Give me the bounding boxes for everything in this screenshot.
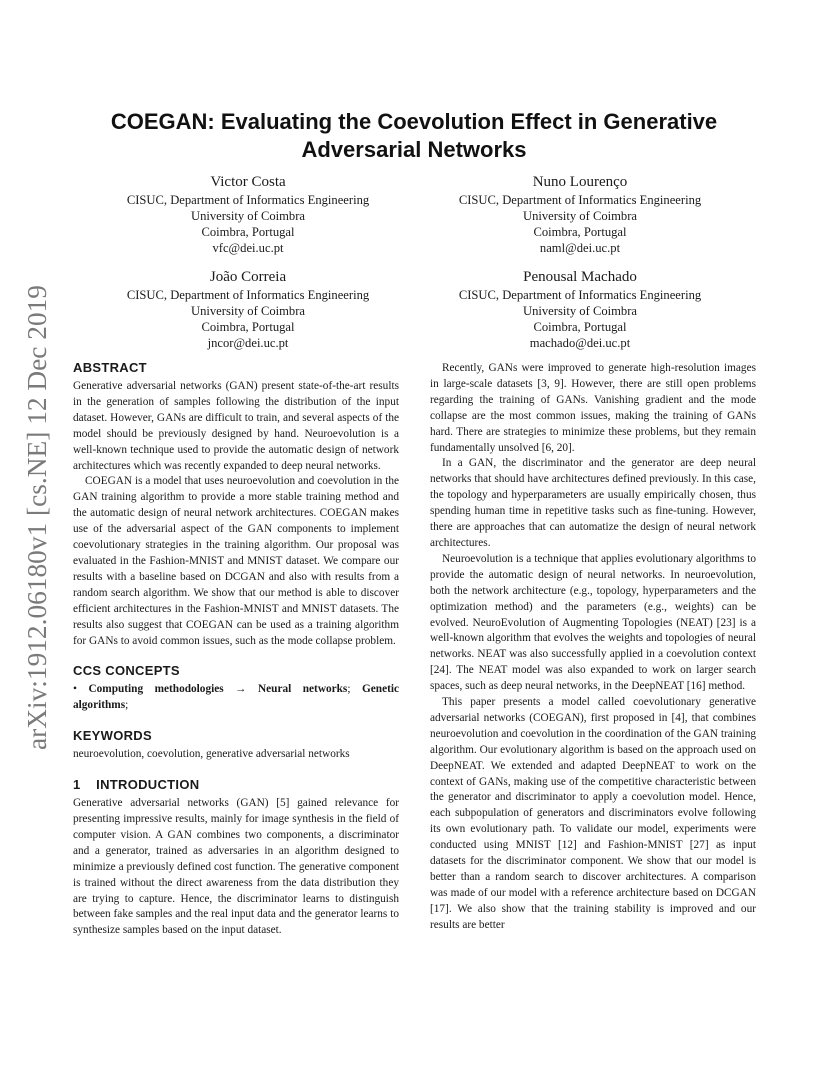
author-university: University of Coimbra	[522, 209, 638, 223]
author-block	[98, 173, 398, 256]
author-block	[98, 268, 398, 351]
author-email: vfc@dei.uc.pt	[212, 241, 284, 255]
author-affiliation: CISUC, Department of Informatics Engineering	[126, 193, 370, 207]
author-name: Victor Costa	[210, 174, 286, 190]
abstract-paragraph: COEGAN is a model that uses neuroevolution and coevolution in the GAN training algorithm to provide a more stable training method and the automatic design of neural network architectures. COEGAN makes use of the adversarial aspect of the GAN components to implement coevolutionary strategies in the training algorithm. Our proposal was evaluated in the Fashion-MNIST and MNIST dataset. We compare our results with a baseline based on DCGAN and also with results from a random search algorithm. We show that our method is able to discover efficient architectures in the Fashion-MNIST and MNIST datasets. The results also suggest that COEGAN can be used as a training algorithm for GANs to avoid common issues, such as the mode collapse problem.	[73, 475, 399, 647]
author-location: Coimbra, Portugal	[201, 320, 295, 334]
author-location: Coimbra, Portugal	[201, 225, 295, 239]
introduction-paragraph: Generative adversarial networks (GAN) [5] gained relevance for presenting impressive results, mainly for image synthesis in the field of computer vision. A GAN combines two components, a discriminator and a generator, trained as adversaries in an algorithm designed to minimize a previously defined cost function. The generative component is trained without the direct awareness from the data distribution they are trying to capture. Hence, the discriminator learns to distinguish between fake samples and the real input data and the generator learns to synthesize samples based on the input dataset.	[73, 797, 399, 937]
left-column	[73, 360, 399, 939]
abstract-heading: ABSTRACT	[73, 360, 147, 375]
author-email: jncor@dei.uc.pt	[207, 336, 289, 350]
arxiv-stamp	[12, 285, 58, 755]
author-affiliation: CISUC, Department of Informatics Engineering	[126, 288, 370, 302]
author-block	[430, 173, 730, 256]
keywords-text: neuroevolution, coevolution, generative adversarial networks	[73, 748, 350, 761]
introduction-paragraph: Recently, GANs were improved to generate high-resolution images in large-scale datasets [3, 9]. However, there are still open problems regarding the training of GANs. Vanishing gradient and the mode collapse are the most common issues, making the training of GANs hard. There are strategies to minimize these problems, but they remain fundamentally unsolved [6, 20].	[430, 362, 756, 454]
author-university: University of Coimbra	[190, 304, 306, 318]
author-name: Penousal Machado	[523, 269, 637, 285]
ccs-heading: CCS CONCEPTS	[73, 663, 180, 679]
ccs-arrow: →	[223, 683, 258, 696]
ccs-term: Genetic algorithms	[73, 683, 399, 712]
ccs-bullet: •	[73, 683, 77, 696]
ccs-concepts-text	[73, 682, 399, 714]
right-column	[430, 361, 756, 934]
author-email: machado@dei.uc.pt	[529, 336, 631, 350]
introduction-heading: 1 INTRODUCTION	[73, 777, 200, 793]
paper-title	[80, 108, 748, 164]
author-name: João Correia	[209, 269, 287, 285]
author-affiliation: CISUC, Department of Informatics Engineering	[458, 288, 702, 302]
author-block	[430, 268, 730, 351]
abstract-paragraph: Generative adversarial networks (GAN) present state-of-the-art results in the generation of samples following the distribution of the input dataset. However, GANs are difficult to train, and several aspects of the model should be previously designed by hand. Neuroevolution is a well-known technique used to provide the automatic design of network architectures which was recently expanded to deep neural networks.	[73, 380, 399, 472]
author-university: University of Coimbra	[190, 209, 306, 223]
ccs-term: Neural networks	[257, 683, 348, 696]
author-location: Coimbra, Portugal	[533, 320, 627, 334]
introduction-paragraph: This paper presents a model called coevolutionary generative adversarial networks (COEGAN), first proposed in [4], that combines neuroevolution and coevolution in the coordination of the GAN training algorithm. Our evolutionary algorithm is based on the approach used on DeepNEAT. We extended and adapted DeepNEAT to work on the context of GANs, making use of the competitive characteristic between the generator and discriminator to apply a coevolution model. Hence, each subpopulation of generators and discriminators evolve following its own evolutionary path. To validate our model, experiments were conducted using MNIST [12] and Fashion-MNIST [27] as input datasets for the discriminator component. We show that our model is better than a random search to discover architectures. A comparison was made of our model with a reference architecture based on DCGAN [17]. We also show that the training stability is improved and our results are better	[430, 696, 756, 931]
author-name: Nuno Lourenço	[532, 174, 628, 190]
author-location: Coimbra, Portugal	[533, 225, 627, 239]
title-line-1: COEGAN: Evaluating the Coevolution Effect in Generative	[110, 109, 718, 134]
author-email: naml@dei.uc.pt	[539, 241, 621, 255]
arxiv-stamp-svg	[12, 285, 58, 755]
ccs-term: Computing methodologies	[88, 683, 224, 696]
ccs-end: ;	[125, 699, 129, 712]
author-university: University of Coimbra	[522, 304, 638, 318]
ccs-separator: ;	[347, 683, 362, 696]
introduction-paragraph: In a GAN, the discriminator and the generator are deep neural networks that should have architectures defined previously. In this case, the topology and hyperparameters are usually empirically chosen, thus spending human time in repetitive tasks such as fine-tuning. However, there are approaches that can automatize the design of neural network architectures.	[430, 457, 756, 549]
arxiv-id-text: arXiv:1912.06180v1 [cs.NE] 12 Dec 2019	[22, 291, 52, 750]
author-affiliation: CISUC, Department of Informatics Engineering	[458, 193, 702, 207]
introduction-paragraph: Neuroevolution is a technique that applies evolutionary algorithms to provide the automatic design of neural networks. In neuroevolution, both the network architecture (e.g., topology, hyperparameters and the optimization method) and the parameters (e.g., weights) can be evolved. NeuroEvolution of Augmenting Topologies (NEAT) [23] is a well-known algorithm that evolves the weights and topologies of neural networks. NEAT was also successfully applied in a coevolution context [24]. The NEAT model was also expanded to work on larger search spaces, such as deep neural networks, in the DeepNEAT [16] method.	[430, 552, 756, 693]
title-line-2: Adversarial Networks	[301, 137, 527, 162]
keywords-heading: KEYWORDS	[73, 728, 152, 744]
